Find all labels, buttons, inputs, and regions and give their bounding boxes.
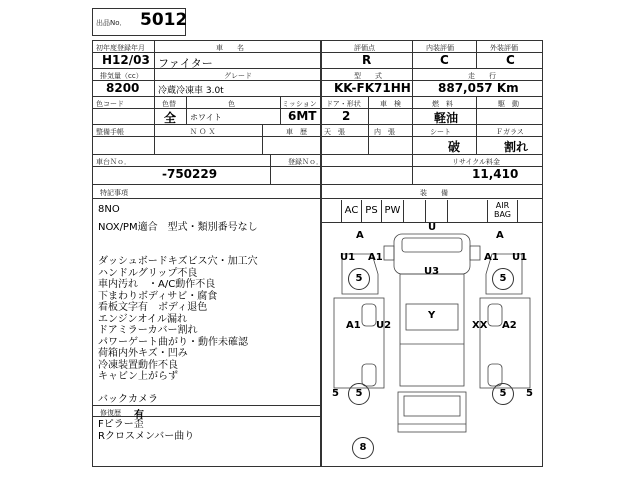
note-line: 看板文字有 ボディ退色	[98, 302, 208, 313]
recycle-header: リサイクル料金	[452, 158, 501, 166]
fuel-value: 軽油	[434, 111, 459, 125]
mileage-value: 887,057 Km	[438, 81, 519, 95]
color-value: ホワイト	[190, 113, 222, 122]
fuel-header: 燃 料	[432, 100, 453, 108]
damage-a1-right: A1	[484, 252, 499, 263]
year-header: 初年度登録年月	[96, 44, 145, 52]
interior-value: C	[440, 53, 449, 67]
fglass-header: Ｆガラス	[496, 128, 524, 136]
equip-cell	[322, 200, 342, 222]
chassis-header: 車台Ｎｏ．	[96, 158, 131, 166]
damage-front-center: U	[428, 222, 437, 233]
note-line: パワーゲート曲がり・動作未確認	[98, 336, 248, 348]
damage-side-right-xx: XX	[472, 320, 488, 331]
history-header: 車 歴	[286, 128, 307, 136]
damage-side-left-a1: A1	[346, 320, 361, 331]
repair-label: 修復歴	[100, 409, 121, 417]
note-line	[98, 233, 258, 245]
interior-header: 内装評価	[426, 44, 454, 52]
registration-header: 登録Ｎｏ．	[288, 158, 323, 166]
mileage-header: 走 行	[468, 72, 496, 80]
seat-header: シート	[430, 128, 451, 136]
notes-list	[98, 204, 258, 406]
exterior-value: C	[506, 53, 515, 67]
repair-list	[98, 419, 194, 442]
grade-value: 冷蔵冷凍車 3.0t	[158, 86, 224, 96]
note-line: 荷箱内外キズ・凹み	[98, 348, 188, 359]
damage-circle-front-left: 5	[348, 268, 370, 290]
note-line: NOX/PM適合 型式・類別番号なし	[98, 221, 258, 233]
manual-header: 整備手帳	[96, 128, 124, 136]
repair-line: Rクロスメンバー曲り	[98, 430, 195, 442]
equip-cell	[426, 200, 448, 222]
damage-side-right-a2: A2	[502, 320, 517, 331]
score-value: R	[362, 53, 372, 67]
fglass-value: 割れ	[504, 140, 529, 154]
drive-header: 駆 動	[498, 100, 519, 108]
damage-front-right: A	[496, 230, 504, 241]
note-line: エンジンオイル漏れ	[98, 313, 187, 325]
displacement-value: 8200	[106, 81, 140, 95]
note-line: バックカメラ	[98, 394, 158, 405]
note-line: 車内汚れ ・A/C動作不良	[98, 279, 216, 290]
note-line: 8NO	[98, 204, 120, 215]
damage-circle-front-right: 5	[492, 268, 514, 290]
score-header: 評価点	[354, 44, 375, 52]
model-value: KK-FK71HH	[334, 81, 411, 95]
color-swap-header: 色替	[162, 100, 176, 108]
equip-ps: PS	[362, 200, 382, 222]
color-swap-value: 全	[164, 111, 177, 125]
equip-pw: PW	[382, 200, 404, 222]
damage-y: Y	[428, 310, 436, 321]
mission-header: ミッション	[282, 100, 317, 108]
seat-value: 破	[448, 140, 461, 154]
model-header: 型 式	[354, 72, 382, 80]
damage-front-left: A	[356, 230, 364, 241]
note-line: キャビン上がらず	[98, 371, 178, 382]
repair-line: Fピラー歪	[98, 419, 144, 430]
year-value: H12/03	[102, 53, 150, 67]
doors-value: 2	[342, 109, 351, 123]
damage-u3: U3	[424, 266, 440, 277]
note-line: ドアミラーカバー割れ	[98, 325, 198, 336]
note-line: ダッシュボードキズビス穴・加工穴	[98, 256, 258, 267]
damage-u1-left: U1	[340, 252, 356, 263]
note-line: 下まわりボディサビ・腐食	[98, 290, 218, 302]
mission-value: 6MT	[288, 109, 317, 123]
damage-circle-rear-left: 5	[348, 383, 370, 405]
displacement-header: 排気量（cc）	[100, 72, 143, 80]
chassis-value: -750229	[162, 167, 218, 181]
equip-ac: AC	[342, 200, 362, 222]
equip-cell	[404, 200, 426, 222]
inspection-header: 車 検	[380, 100, 401, 108]
grade-header: グレード	[224, 72, 252, 80]
interior-roof-header: 内 張	[374, 128, 395, 136]
equip-airbag-label: AIR BAG	[493, 201, 512, 219]
note-line	[98, 383, 258, 395]
equipment-header: 装 備	[420, 189, 448, 197]
doors-header: ドア・形状	[326, 100, 361, 108]
equip-cell	[448, 200, 488, 222]
car-name-value: ファイター	[158, 57, 213, 70]
nox-header: Ｎ Ｏ Ｘ	[190, 128, 216, 136]
sunroof-header: 天 張	[324, 128, 345, 136]
color-header: 色	[228, 100, 235, 108]
recycle-value: 11,410	[472, 167, 519, 181]
note-line: ハンドルグリップ不良	[98, 267, 198, 279]
damage-rear-right-outer: 5	[526, 388, 533, 399]
note-line: 冷凍装置動作不良	[98, 359, 178, 371]
lot-label: 出品No．	[96, 19, 127, 27]
color-code-header: 色コード	[96, 100, 124, 108]
damage-side-left-u2: U2	[376, 320, 392, 331]
damage-rear-left-outer: 5	[332, 388, 339, 399]
note-line	[98, 245, 258, 257]
damage-a1-left: A1	[368, 252, 383, 263]
damage-u1-right: U1	[512, 252, 528, 263]
repair-value: 有	[134, 410, 144, 421]
equip-airbag	[488, 200, 518, 222]
damage-circle-rear-right: 5	[492, 383, 514, 405]
car-name-header: 車 名	[216, 44, 244, 52]
exterior-header: 外装評価	[490, 44, 518, 52]
notes-header: 特記事項	[100, 189, 128, 197]
damage-circle-bottom: 8	[352, 437, 374, 459]
lot-number: 5012	[140, 10, 188, 30]
